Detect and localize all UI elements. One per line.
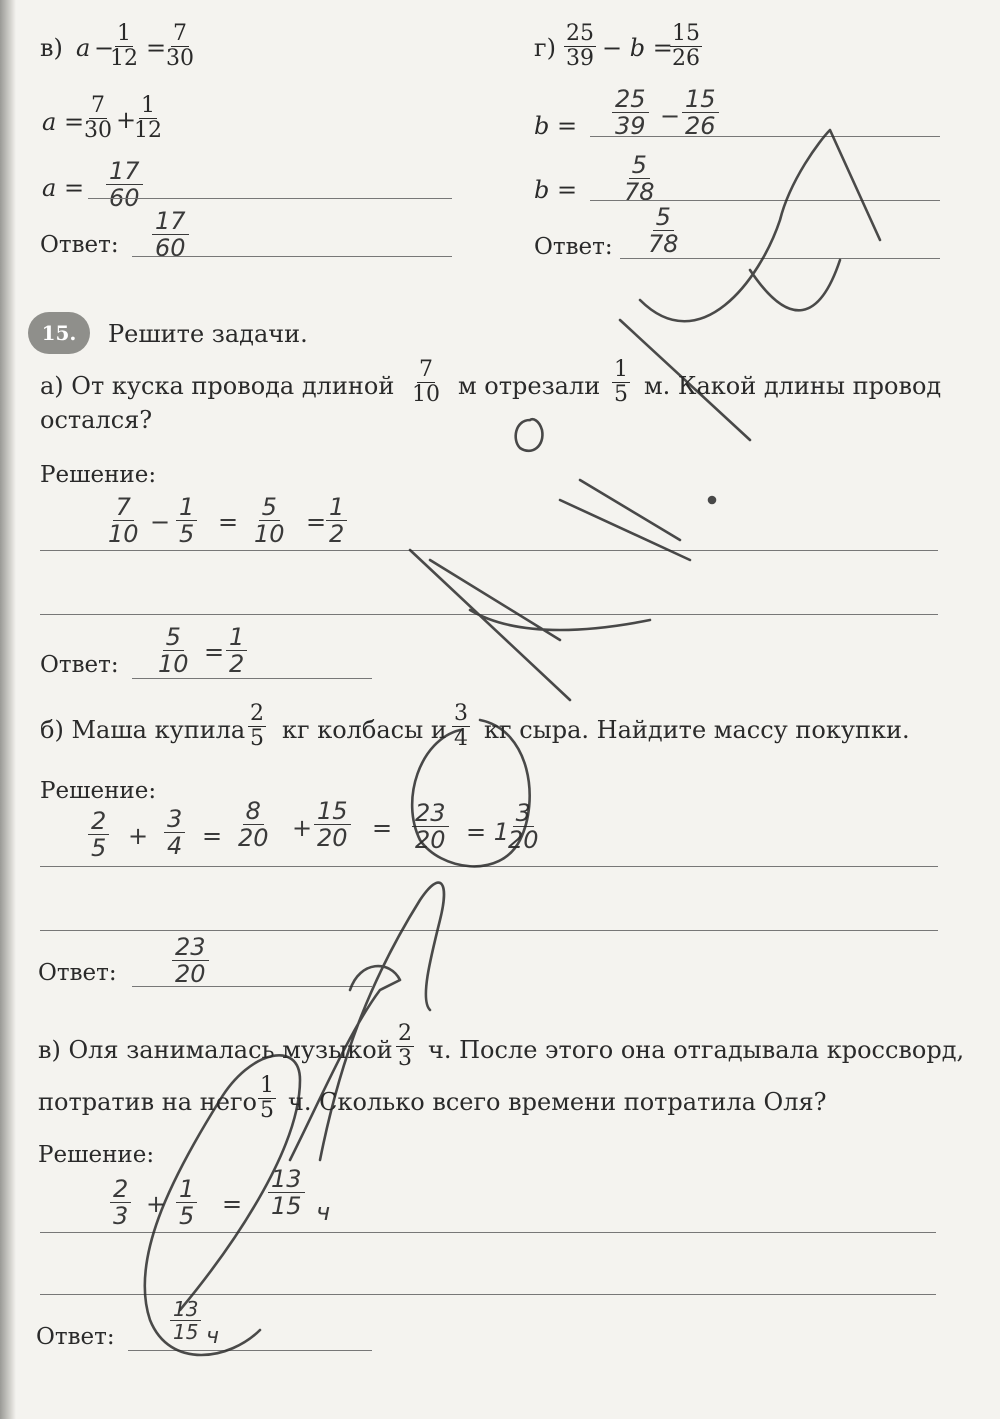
task-g-label: г) bbox=[534, 34, 556, 62]
problem-b-fraction-2: $\frac{3}{4}$ bbox=[454, 701, 468, 751]
problem-a-text-2: м отрезали bbox=[458, 372, 601, 400]
problem-a-solution-label: Решение: bbox=[40, 462, 157, 488]
problem-b-text-1: б) Маша купила bbox=[40, 716, 246, 744]
task-g-answer-label: Ответ: bbox=[534, 234, 613, 260]
task-g-fraction-2: $\frac{15}{26}$ bbox=[672, 21, 700, 71]
task-v-minus: − bbox=[94, 34, 115, 62]
task-v-step1-fraction-2: $\frac{1}{12}$ bbox=[134, 93, 162, 143]
task-v-answer-handwritten: 17 60 bbox=[152, 208, 189, 261]
scribble-letter-w bbox=[620, 130, 880, 440]
task-g-fraction-1: $\frac{25}{39}$ bbox=[566, 21, 594, 71]
task-g-minus-b: − b = bbox=[602, 34, 673, 62]
hw-operator: + bbox=[128, 822, 149, 850]
problem-b-fraction-1: $\frac{2}{5}$ bbox=[250, 701, 264, 751]
hw-fraction: 1 5 bbox=[176, 1176, 197, 1229]
scribble-letter-i-stroke bbox=[560, 480, 690, 560]
problem-a-answer-label: Ответ: bbox=[40, 652, 119, 678]
problem-v-fraction-1: $\frac{2}{3}$ bbox=[398, 1021, 412, 1071]
hw-unit: ч bbox=[316, 1198, 331, 1226]
task-v-fraction-2: $\frac{7}{30}$ bbox=[166, 21, 194, 71]
hw-operator: + bbox=[292, 814, 313, 842]
task-v-equals: = bbox=[146, 34, 167, 62]
task-g-step2-lhs: b = bbox=[534, 176, 578, 204]
task-v-step1-lhs: a = bbox=[42, 108, 85, 136]
task-v-answer-label: Ответ: bbox=[40, 232, 119, 258]
hw-fraction: 23 20 bbox=[412, 800, 449, 853]
problem-v-handwritten-answer: 13 15 bbox=[170, 1298, 201, 1343]
scribble-letter-o-small bbox=[516, 419, 543, 451]
problem-a-text-4: остался? bbox=[40, 406, 153, 434]
hw-fraction: 8 20 bbox=[238, 797, 269, 852]
scribble-letter-o-lower bbox=[412, 720, 530, 866]
task-v-var: a bbox=[76, 34, 91, 62]
hw-fraction: 3 20 bbox=[508, 799, 539, 854]
hw-fraction: 1 2 bbox=[326, 494, 347, 547]
task-g-step2-handwritten: 5 78 bbox=[624, 151, 655, 206]
hw-fraction: 2 3 bbox=[110, 1176, 131, 1229]
hw-fraction: 13 15 bbox=[268, 1166, 305, 1219]
task-g-step1-lhs: b = bbox=[534, 112, 578, 140]
problem-v-fraction-2: $\frac{1}{5}$ bbox=[260, 1073, 274, 1123]
problem-v-handwritten-unit: ч bbox=[206, 1324, 219, 1349]
hw-operator: = 1 bbox=[466, 818, 510, 846]
hw-fraction: 3 4 bbox=[164, 806, 185, 859]
hw-fraction: 15 20 bbox=[314, 798, 351, 851]
problem-v-text-4: ч. Сколько всего времени потратила Оля? bbox=[288, 1088, 827, 1116]
problem-b-answer-label: Ответ: bbox=[38, 960, 117, 986]
problem-a-fraction-2: $\frac{1}{5}$ bbox=[614, 357, 628, 407]
hw-operator: = bbox=[218, 508, 239, 536]
scribble-letter-k bbox=[410, 550, 650, 700]
hw-fraction: 1 2 bbox=[226, 624, 247, 677]
problem-v-text-2: ч. После этого она отгадывала кроссворд, bbox=[428, 1036, 965, 1064]
task-g-step1-handwritten-minus: − bbox=[660, 102, 681, 130]
task-g-answer-handwritten: 5 78 bbox=[648, 203, 679, 258]
problem-b-text-3: кг сыра. Найдите массу покупки. bbox=[484, 716, 910, 744]
hw-fraction: 1 5 bbox=[176, 494, 197, 547]
problem-b-solution-label: Решение: bbox=[40, 778, 157, 804]
task-v-label: в) bbox=[40, 34, 63, 62]
task-g-step1-handwritten-2: 15 26 bbox=[682, 86, 719, 139]
problem-a-text-3: м. Какой длины провод bbox=[644, 372, 942, 400]
problem-v-answer-label: Ответ: bbox=[36, 1324, 115, 1350]
hw-operator: = bbox=[372, 814, 393, 842]
task-v-fraction-1: $\frac{1}{12}$ bbox=[110, 21, 138, 71]
problem-v-text-3: потратив на него bbox=[38, 1088, 257, 1116]
hw-fraction: 5 10 bbox=[254, 493, 285, 548]
problem-b-handwritten-answer: 23 20 bbox=[172, 934, 209, 987]
task-v-step1-plus: + bbox=[116, 106, 137, 134]
problem-a-text-1: а) От куска провода длиной bbox=[40, 372, 395, 400]
problem-v-solution-label: Решение: bbox=[38, 1142, 155, 1168]
task-g-step1-handwritten-1: 25 39 bbox=[612, 86, 649, 139]
hw-operator: = bbox=[204, 638, 225, 666]
task-v-step2-handwritten: 17 60 bbox=[106, 158, 143, 211]
problem-b-text-2: кг колбасы и bbox=[282, 716, 447, 744]
hw-operator: + bbox=[146, 1190, 167, 1218]
hw-operator: = bbox=[222, 1190, 243, 1218]
task-v-step2-lhs: a = bbox=[42, 174, 85, 202]
scribble-letter-n bbox=[290, 883, 444, 1160]
hw-operator: − bbox=[150, 508, 171, 536]
scribble-dot bbox=[709, 497, 715, 503]
exercise-number-badge: 15. bbox=[28, 312, 90, 354]
hw-operator: = bbox=[306, 508, 327, 536]
task-v-step1-fraction-1: $\frac{7}{30}$ bbox=[84, 93, 112, 143]
scribble-letter-e bbox=[145, 1055, 300, 1355]
hw-fraction: 5 10 bbox=[158, 623, 189, 678]
problem-a-fraction-1: $\frac{7}{10}$ bbox=[412, 357, 440, 407]
hw-fraction: 7 10 bbox=[108, 493, 139, 548]
hw-operator: = bbox=[202, 822, 223, 850]
hw-fraction: 2 5 bbox=[88, 808, 109, 861]
problem-v-text-1: в) Оля занималась музыкой bbox=[38, 1036, 393, 1064]
section-heading: Решите задачи. bbox=[108, 320, 308, 348]
